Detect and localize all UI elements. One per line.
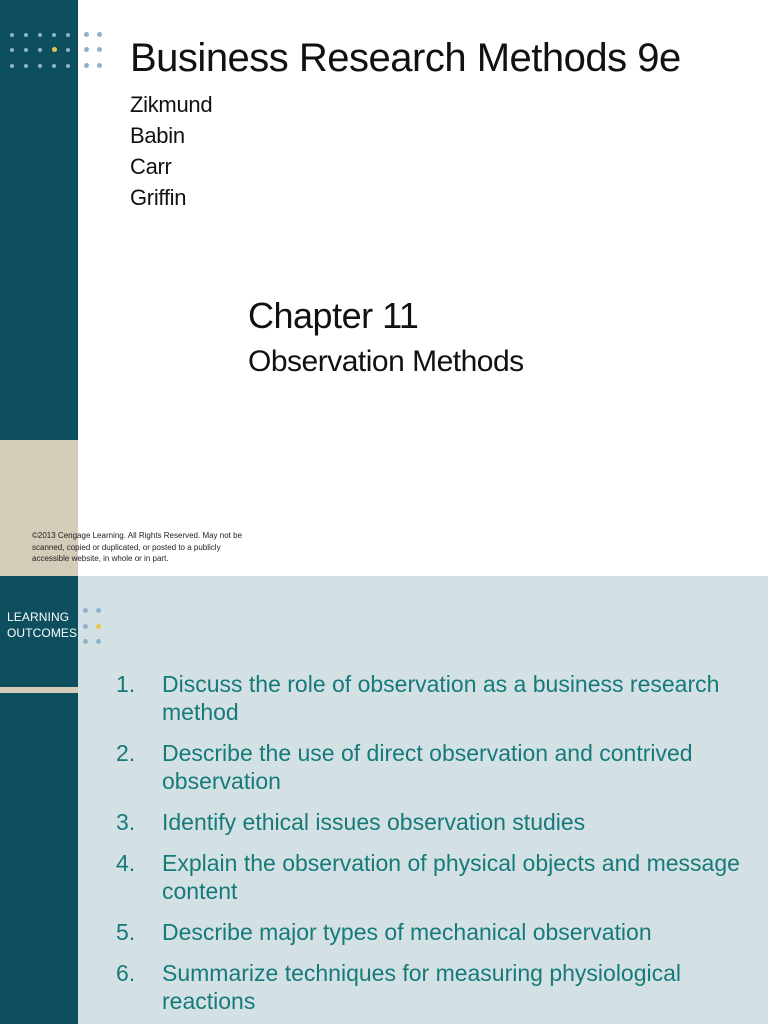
- section-label-line: LEARNING: [7, 610, 70, 624]
- dot: [83, 608, 88, 613]
- dot: [84, 63, 89, 68]
- dot: [84, 47, 89, 52]
- item-text: Summarize techniques for measuring physiological reactions: [162, 960, 682, 1014]
- dot: [96, 639, 101, 644]
- item-text: Discuss the role of observation as a business research method: [162, 671, 720, 725]
- item-text: Describe the use of direct observation and contrived observation: [162, 740, 693, 794]
- dot: [83, 624, 88, 629]
- tan-stripe: [0, 687, 78, 693]
- left-teal-bar: [0, 576, 78, 1024]
- chapter-heading: Chapter 11: [248, 295, 419, 336]
- dot: [10, 33, 14, 37]
- item-number: 6.: [116, 960, 136, 986]
- author-name: Carr: [130, 154, 172, 179]
- dot: [97, 47, 102, 52]
- item-number: 2.: [116, 740, 136, 766]
- dot: [97, 32, 102, 37]
- list-item: [116, 670, 761, 726]
- dot: [52, 64, 56, 68]
- author-name: Zikmund: [130, 92, 213, 117]
- dot: [24, 64, 28, 68]
- presentation-title: Business Research Methods 9e: [130, 36, 681, 80]
- dot: [52, 33, 56, 37]
- item-number: 5.: [116, 919, 136, 945]
- decorative-dot-grid-icon: [78, 604, 108, 649]
- author-list: [130, 89, 212, 213]
- dot: [52, 47, 57, 52]
- list-item: [116, 849, 761, 905]
- list-item: [116, 739, 761, 795]
- item-number: 1.: [116, 671, 136, 697]
- dot: [66, 33, 70, 37]
- outcomes-list: [116, 670, 761, 1024]
- dot: [38, 48, 42, 52]
- item-number: 4.: [116, 850, 136, 876]
- item-text: Explain the observation of physical objects and message content: [162, 850, 740, 904]
- item-text: Identify ethical issues observation studies: [162, 809, 586, 835]
- copyright-notice: ©2013 Cengage Learning. All Rights Reserved. May not be scanned, copied or duplicated, or posted to a publicly accessible website, in whole or in part.: [32, 531, 243, 563]
- decorative-dot-grid-icon: [0, 0, 110, 80]
- dot: [24, 33, 28, 37]
- dot: [97, 63, 102, 68]
- section-label-line: OUTCOMES: [7, 626, 78, 640]
- dot: [10, 64, 14, 68]
- list-item: [116, 808, 761, 836]
- item-number: 3.: [116, 809, 136, 835]
- dot: [84, 32, 89, 37]
- dot: [96, 624, 101, 629]
- list-item: [116, 918, 761, 946]
- list-item: [116, 959, 761, 1015]
- learning-outcomes-slide: [0, 576, 768, 1024]
- chapter-subtitle: Observation Methods: [248, 345, 524, 378]
- dot: [10, 48, 14, 52]
- dot: [66, 64, 70, 68]
- dot: [24, 48, 28, 52]
- dot: [38, 64, 42, 68]
- author-name: Babin: [130, 123, 185, 148]
- dot: [83, 639, 88, 644]
- author-name: Griffin: [130, 185, 187, 210]
- dot: [96, 608, 101, 613]
- dot: [66, 48, 70, 52]
- item-text: Describe major types of mechanical observation: [162, 919, 652, 945]
- dot: [38, 33, 42, 37]
- section-label: [7, 609, 77, 641]
